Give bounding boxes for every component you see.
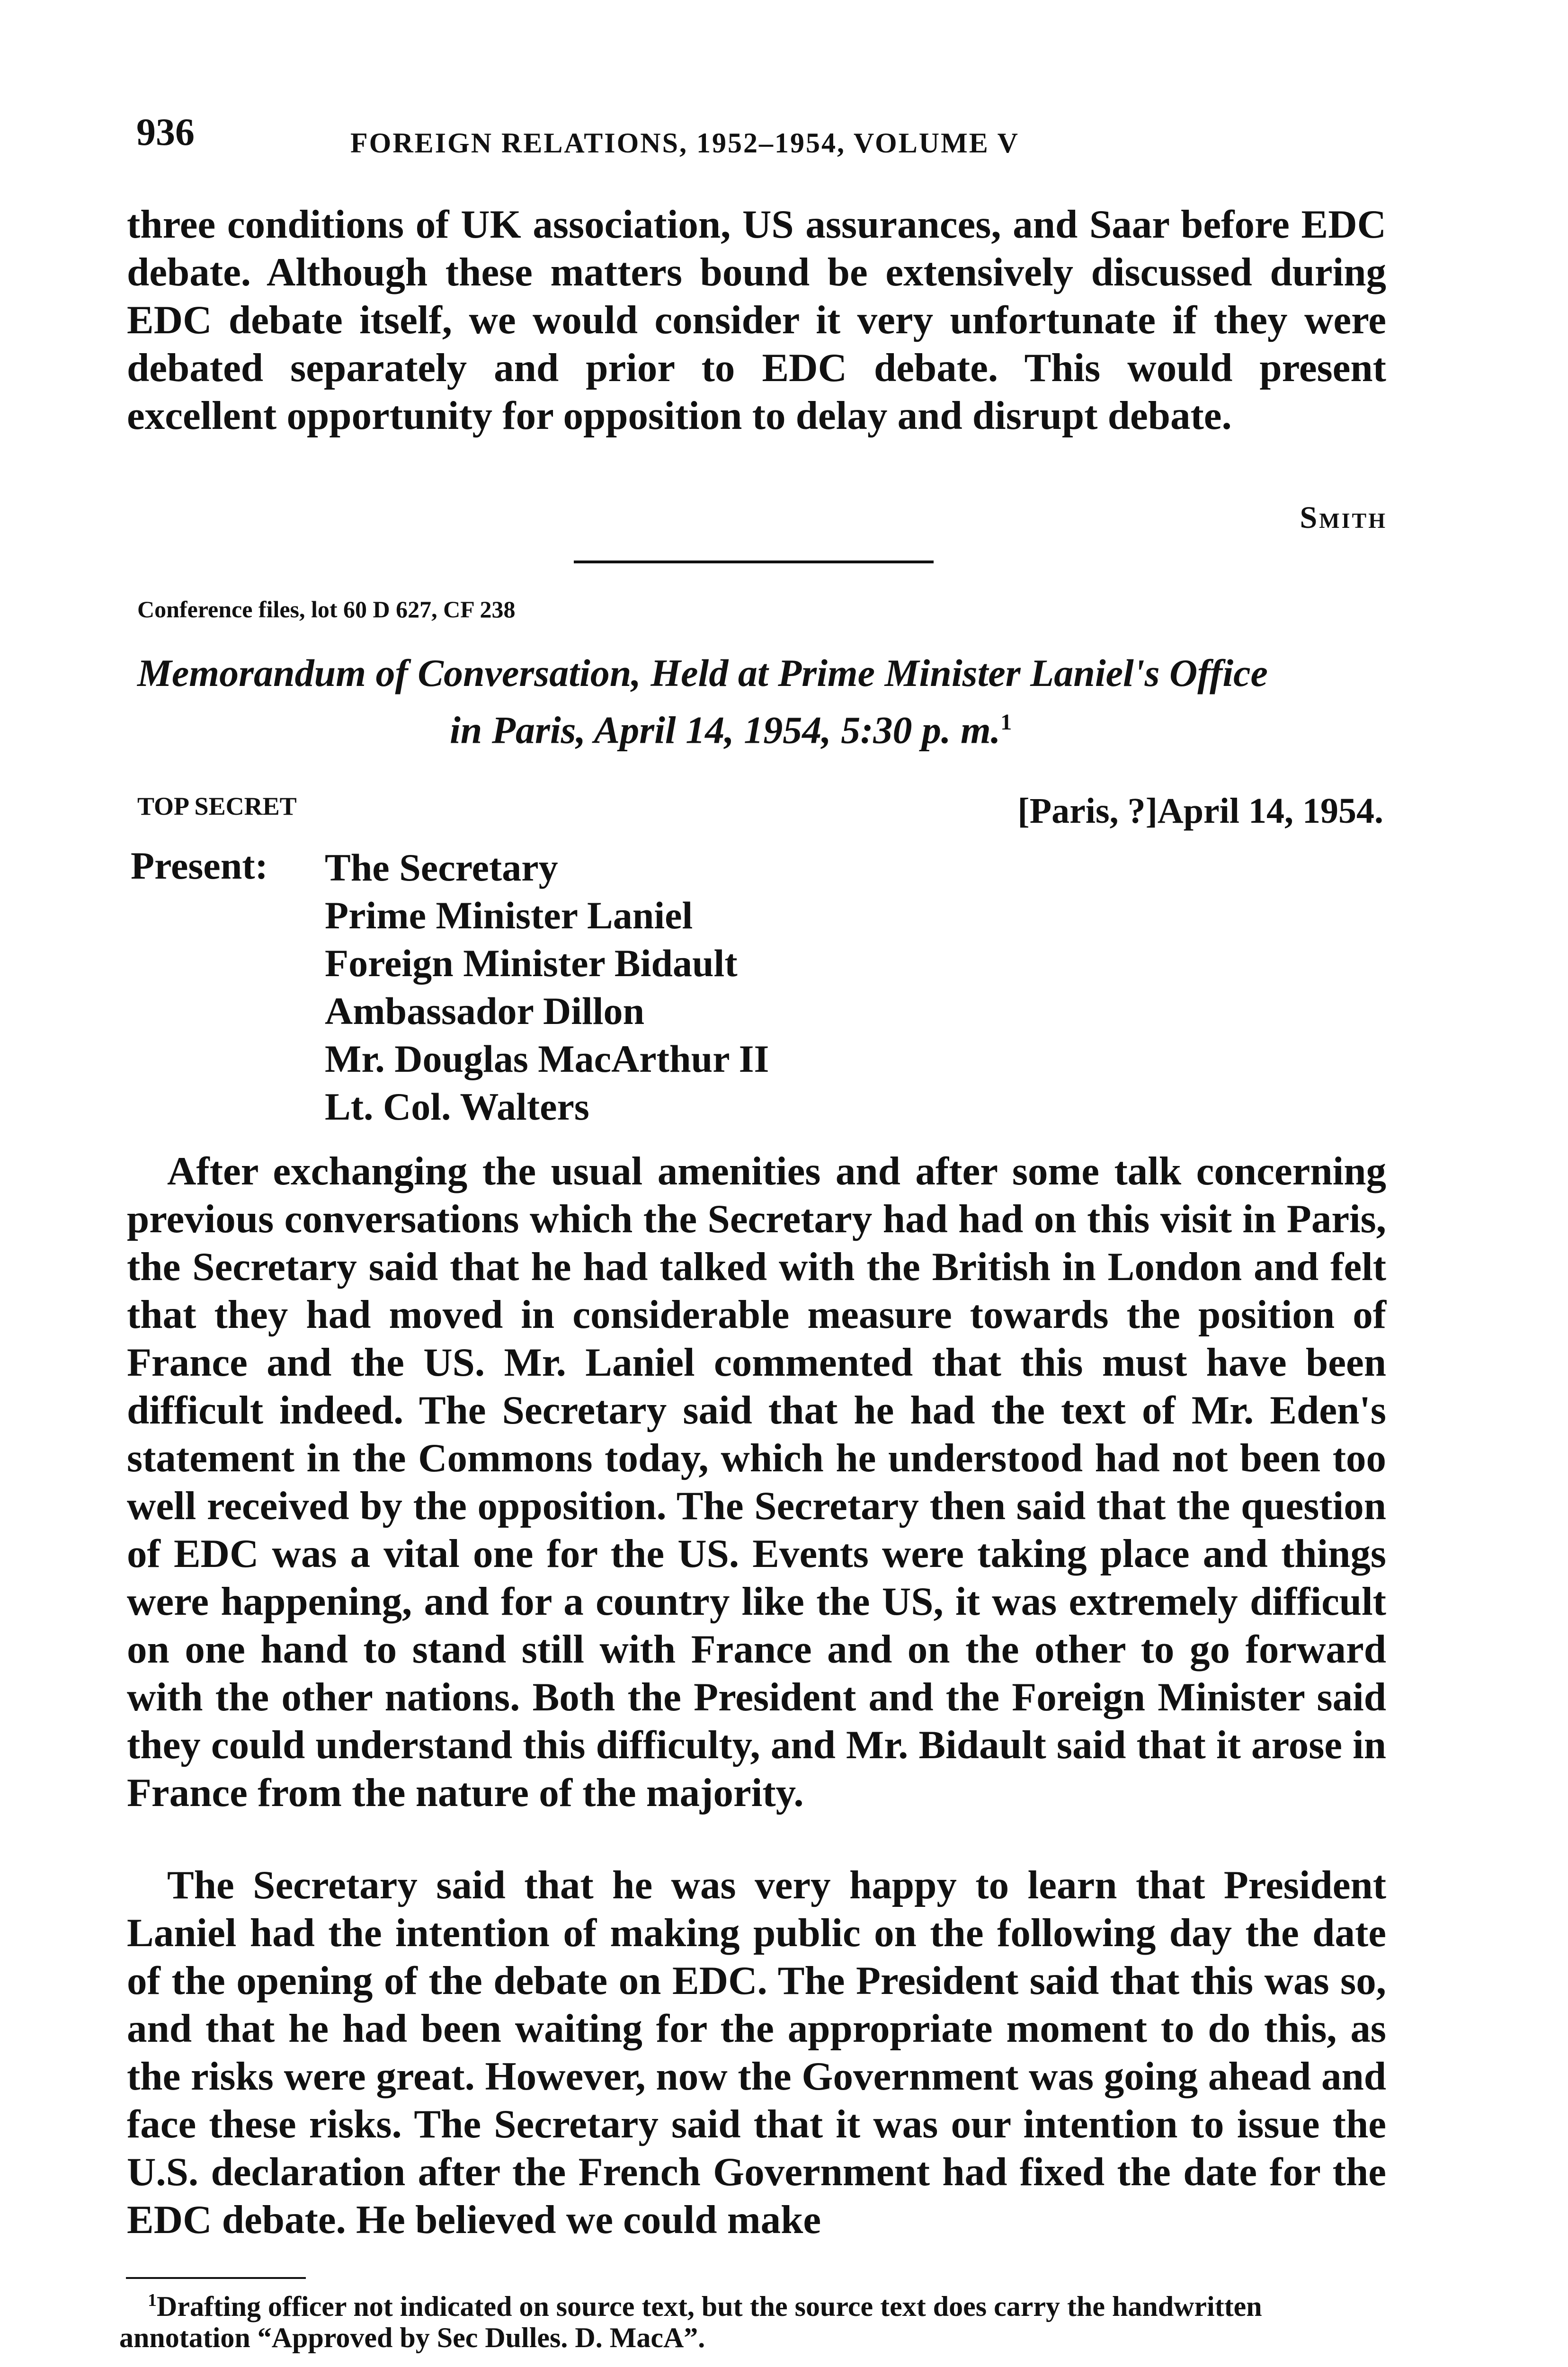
title-footnote-marker: 1 [1000,710,1012,735]
continuation-paragraph: three conditions of UK association, US assurances, and Saar before EDC debate. Although these matters bound be extensively discussed during EDC debate itself, we would consider it very unfortunate if they were debated separately and prior to EDC debate. This would present excellent opportunity for opposition to delay and disrupt debate. [127,202,1386,438]
attendee: The Secretary [325,846,558,889]
page-number: 936 [136,110,195,153]
footnote-text: Drafting officer not indicated on source text, but the source text does carry the handwritten annotation “Approved by Sec Dulles. D. MacA”. [119,2291,1262,2353]
body-paragraph: After exchanging the usual amenities and after some talk concerning previous conversations which the Secretary had had on this visit in Paris, the Secretary said that he had talked with the British in London and felt that they had moved in considerable measure towards the position of France and the US. Mr. Laniel commented that this must have been difficult indeed. The Secretary said that he had the text of Mr. Eden's statement in the Commons today, which he understood had not been too well received by the opposition. The Secretary then said that the question of EDC was a vital one for the US. Events were taking place and things were happening, and for a country like the US, it was extremely difficult on one hand to stand still with France and on the other to go forward with the other nations. Both the President and the Foreign Minister said they could understand this difficulty, and Mr. Bidault said that it arose in France from the nature of the majority. [127,1149,1386,1815]
attendee: Foreign Minister Bidault [325,942,738,985]
attendee: Lt. Col. Walters [325,1085,589,1128]
running-head: FOREIGN RELATIONS, 1952–1954, VOLUME V [350,127,1019,159]
footnote [119,2285,1379,2353]
dateline: [Paris, ?]April 14, 1954. [1017,791,1383,831]
section-divider [574,561,934,563]
attendee: Ambassador Dillon [325,989,645,1032]
source-note: Conference files, lot 60 D 627, CF 238 [137,596,516,623]
footnote-divider [126,2277,306,2279]
attendee-list [325,844,769,1130]
footnote-marker: 1 [148,2290,157,2310]
title-line-2 [137,698,1397,755]
document-title [137,649,1397,755]
body-paragraph: The Secretary said that he was very happy to learn that President Laniel had the intention of making public on the following day the date of the opening of the debate on EDC. The President said that this was so, and that he had been waiting for the appropriate moment to do this, as the risks were great. However, now the Government was going ahead and face these risks. The Secretary said that it was our intention to issue the U.S. declaration after the French Government had fixed the date for the EDC debate. He believed we could make [127,1863,1386,2242]
title-line-1: Memorandum of Conversation, Held at Prime Minister Laniel's Office [137,651,1268,694]
present-label: Present: [131,844,268,887]
attendee: Mr. Douglas MacArthur II [325,1037,769,1080]
classification: TOP SECRET [137,792,297,820]
signature: Smith [1300,500,1387,535]
attendee: Prime Minister Laniel [325,894,693,937]
title-line-2-text: in Paris, April 14, 1954, 5:30 p. m. [450,708,1001,752]
